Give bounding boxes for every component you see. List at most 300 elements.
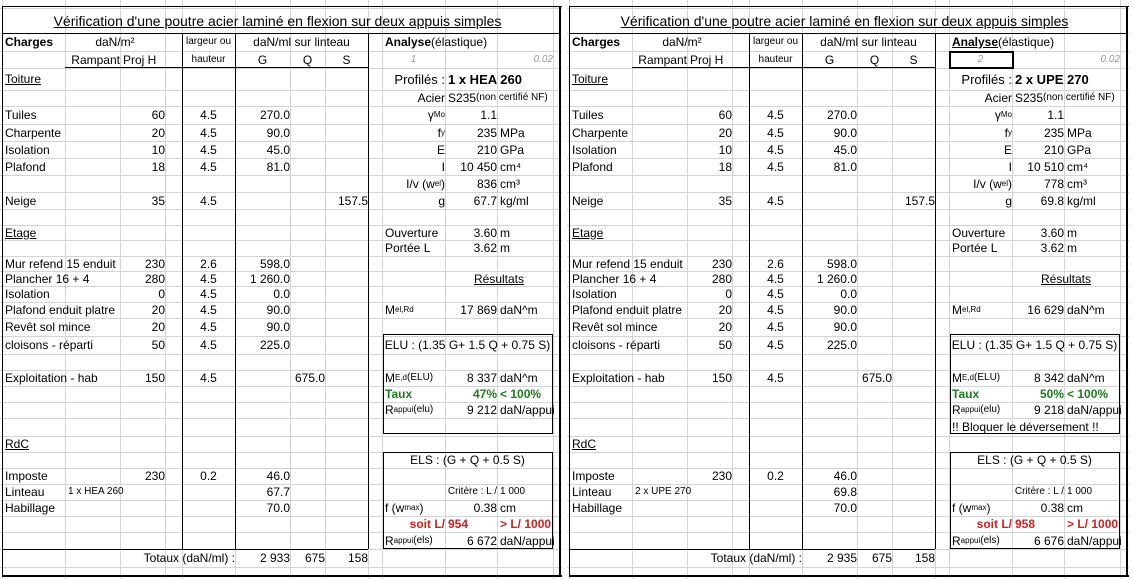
g-value[interactable] [235,500,293,516]
column-border [368,33,369,549]
analyse-suffix: (élastique) [998,35,1055,49]
total-s[interactable] [325,549,371,567]
portee-label[interactable] [949,240,1015,256]
charge-label[interactable] [2,468,68,484]
charge-label[interactable] [569,141,635,158]
g-value[interactable] [802,141,860,158]
header-q[interactable] [290,51,325,68]
Iv-value[interactable] [445,175,500,192]
q-value[interactable] [857,370,895,386]
charge-label[interactable] [569,318,658,336]
taux-unit[interactable] [497,386,556,402]
charge-label[interactable] [569,500,635,516]
acier-value[interactable] [445,90,548,106]
I-unit[interactable] [497,158,556,175]
charge-label[interactable] [2,141,68,158]
section-label[interactable] [569,436,635,452]
soit-value[interactable] [445,516,500,532]
s-value[interactable] [325,192,371,209]
proj-h-value[interactable] [120,106,168,124]
largeur-value[interactable] [749,192,802,209]
header-g[interactable] [802,51,857,68]
proj-h-value[interactable] [120,370,168,386]
charge-label[interactable] [569,336,661,354]
largeur-value[interactable] [749,124,802,141]
largeur-value[interactable] [749,468,802,484]
charge-label[interactable] [2,256,116,271]
f-label[interactable] [382,500,448,516]
totals-label[interactable] [65,549,238,567]
largeur-value[interactable] [749,256,802,271]
f-unit-text: cm [500,501,516,515]
elu-title[interactable] [382,336,553,354]
proj-h-value[interactable] [687,158,735,175]
portee-value[interactable] [445,240,500,256]
largeur-value[interactable] [749,106,802,124]
linteau-profile[interactable] [632,484,690,500]
gamma-label[interactable] [949,106,1015,124]
proj-h-value[interactable] [687,468,735,484]
acier-note: (non certifié NF) [476,92,548,103]
I-value[interactable] [445,158,500,175]
largeur-value[interactable] [182,318,235,336]
g-value[interactable] [235,286,293,302]
charge-label[interactable] [569,302,683,318]
header-hauteur[interactable] [749,51,802,68]
header-dan-ml[interactable] [235,33,368,51]
proj-h-value[interactable] [687,124,735,141]
med-value[interactable] [445,370,500,386]
label: Taux [385,387,413,401]
mel-unit[interactable] [497,302,556,318]
g-value[interactable] [235,256,293,271]
largeur-value[interactable] [182,256,235,271]
E-unit[interactable] [497,141,556,158]
charge-label[interactable] [569,484,635,500]
E-value[interactable] [445,141,500,158]
g-value[interactable] [802,484,860,500]
largeur-value[interactable] [182,271,235,286]
soit-value[interactable] [1012,516,1067,532]
gamma-value[interactable] [1012,106,1067,124]
g-value[interactable] [1012,192,1067,209]
sheet-title-text: Vérification d'une poutre acier laminé en flexion sur deux appuis simples [53,12,502,29]
fy-unit[interactable] [497,124,556,141]
coef-cell[interactable] [1064,51,1123,68]
charge-label[interactable] [2,286,68,302]
r_elu-unit[interactable] [1064,402,1123,418]
ouverture-unit[interactable] [1064,225,1123,240]
section-label[interactable] [569,225,635,240]
proj-h-value[interactable] [120,336,168,354]
header-charges[interactable] [2,33,68,51]
g-label[interactable] [382,192,448,209]
header-hauteur[interactable] [182,51,235,68]
charge-label[interactable] [2,192,68,209]
charge-label[interactable] [569,468,635,484]
g-value[interactable] [802,158,860,175]
charge-label[interactable] [569,271,657,286]
sheet-title[interactable] [569,8,1120,33]
f-unit[interactable] [497,500,556,516]
g-value[interactable] [235,468,293,484]
r_elu-unit[interactable] [497,402,556,418]
Iv-label[interactable] [382,175,448,192]
header-g[interactable] [235,51,290,68]
r_els-unit[interactable] [497,532,556,549]
largeur-value[interactable] [182,302,235,318]
g-value[interactable] [802,500,860,516]
g-value[interactable] [235,106,293,124]
Iv-unit[interactable] [497,175,556,192]
E-label[interactable] [382,141,448,158]
portee-unit[interactable] [1064,240,1123,256]
largeur-value[interactable] [182,158,235,175]
proj-h-value[interactable] [120,318,168,336]
g-value[interactable] [235,124,293,141]
g-value[interactable] [235,336,293,354]
g-value[interactable] [235,271,293,286]
I-unit-text: cm⁴ [1067,159,1089,174]
g-value[interactable] [802,336,860,354]
largeur-value[interactable] [182,192,235,209]
section-label[interactable] [2,225,68,240]
linteau-profile[interactable] [65,484,123,500]
critere-value[interactable] [497,484,556,500]
charge-label-text: Charpente [572,125,629,140]
largeur-value[interactable] [182,336,235,354]
charge-label[interactable] [2,271,90,286]
proj-h-value[interactable] [687,302,735,318]
gamma-value[interactable] [445,106,500,124]
charge-label[interactable] [569,256,683,271]
g-unit[interactable] [1064,192,1123,209]
g-value[interactable] [802,271,860,286]
header-dan-ml[interactable] [802,33,935,51]
sheet-title[interactable] [2,8,553,33]
med-unit[interactable] [497,370,556,386]
r_elu-label[interactable] [949,402,1015,418]
proj-h-value[interactable] [687,192,735,209]
largeur-value-text: 4.5 [767,303,784,317]
g-unit[interactable] [497,192,556,209]
largeur-value[interactable] [182,141,235,158]
f-unit[interactable] [1064,500,1123,516]
header-proj-h[interactable] [687,51,735,68]
acier-label[interactable] [949,90,1015,106]
selected-cell[interactable] [949,51,1014,69]
charge-label[interactable] [569,124,635,141]
mel-value[interactable] [1012,302,1067,318]
I-label[interactable] [382,158,448,175]
largeur-value[interactable] [749,141,802,158]
section-label-text: RdC [572,437,597,451]
g-value[interactable] [802,106,860,124]
Iv-label[interactable] [949,175,1015,192]
g-value[interactable] [802,318,860,336]
f-value[interactable] [1012,500,1067,516]
g-value[interactable] [235,302,293,318]
taux-unit[interactable] [1064,386,1123,402]
proj-h-value[interactable] [687,141,735,158]
totals-label[interactable] [632,549,805,567]
proj-h-value[interactable] [687,336,735,354]
largeur-value[interactable] [182,124,235,141]
profiles-value-text: 2 x UPE 270 [1015,71,1089,87]
soit-label[interactable] [382,516,448,532]
r_elu-value[interactable] [1012,402,1067,418]
largeur-value[interactable] [182,106,235,124]
largeur-value[interactable] [749,336,802,354]
charge-label[interactable] [569,158,635,175]
portee-value[interactable] [1012,240,1067,256]
fy-unit[interactable] [1064,124,1123,141]
coef-cell[interactable] [497,51,556,68]
f-label[interactable] [949,500,1015,516]
charge-label[interactable] [2,500,68,516]
largeur-value[interactable] [182,370,235,386]
largeur-value[interactable] [749,286,802,302]
largeur-value[interactable] [749,370,802,386]
med-unit-text: daN^m [1067,371,1105,385]
med-label[interactable] [382,370,448,386]
soit-unit[interactable] [1064,516,1123,532]
els-title[interactable] [382,452,553,468]
soit-label[interactable] [949,516,1015,532]
charge-label[interactable] [569,286,635,302]
med-label[interactable] [949,370,1015,386]
header-g-text: G [257,52,268,67]
elu-title[interactable] [949,336,1120,354]
g-value[interactable] [802,302,860,318]
I-value[interactable] [1012,158,1067,175]
proj-h-value[interactable] [120,286,168,302]
ouverture-label[interactable] [949,225,1015,240]
g-value[interactable] [802,124,860,141]
r_els-unit[interactable] [1064,532,1123,549]
header-analyse[interactable] [382,33,556,51]
profiles-label[interactable] [949,68,1015,90]
largeur-value[interactable] [749,271,802,286]
header-rampant[interactable] [65,51,123,68]
Iv-unit[interactable] [1064,175,1123,192]
taux-value[interactable] [1012,386,1067,402]
proj-h-value[interactable] [687,271,735,286]
largeur-value[interactable] [749,318,802,336]
resultats-heading[interactable] [1012,271,1120,286]
g-value[interactable] [235,318,293,336]
subscript: Mo [1000,110,1012,119]
portee-value-text: 3.62 [473,241,497,255]
largeur-value[interactable] [749,158,802,175]
ouverture-unit[interactable] [497,225,556,240]
proj-h-value[interactable] [120,158,168,175]
r_elu-value[interactable] [445,402,500,418]
g-value-text: 90.0 [266,303,290,317]
total-q[interactable] [857,549,895,567]
proj-h-value[interactable] [687,318,735,336]
profile-count-cell-text: 2 [977,53,984,65]
label: E [436,142,445,157]
section-label[interactable] [2,68,68,90]
E-unit[interactable] [1064,141,1123,158]
charge-label[interactable] [2,318,91,336]
proj-h-value[interactable] [687,106,735,124]
E-label[interactable] [949,141,1015,158]
totals-label-text: Totaux (daN/ml) : [710,551,802,565]
proj-h-value[interactable] [120,256,168,271]
taux-label[interactable] [949,386,1015,402]
fy-value[interactable] [445,124,500,141]
I-unit[interactable] [1064,158,1123,175]
charge-label[interactable] [569,106,635,124]
total-s[interactable] [892,549,938,567]
header-dan-m2[interactable] [65,33,165,51]
total-g[interactable] [802,549,860,567]
s-value[interactable] [892,192,938,209]
fy-value[interactable] [1012,124,1067,141]
critere-label-text: Critère : L / [1014,486,1064,497]
mel-label[interactable] [949,302,1015,318]
header-q[interactable] [857,51,892,68]
header-dan-m2[interactable] [632,33,732,51]
taux-label[interactable] [382,386,448,402]
proj-h-value[interactable] [687,286,735,302]
portee-unit[interactable] [497,240,556,256]
profiles-value[interactable] [1012,68,1089,90]
r_els-value[interactable] [445,532,500,549]
f-value[interactable] [445,500,500,516]
mel-value[interactable] [445,302,500,318]
proj-h-value[interactable] [120,124,168,141]
subscript: appui [960,405,981,414]
label: I [1008,159,1012,174]
section-label[interactable] [569,68,635,90]
proj-h-value[interactable] [120,271,168,286]
q-value[interactable] [290,370,328,386]
proj-h-value[interactable] [687,370,735,386]
fy-label[interactable] [949,124,1015,141]
header-proj-h[interactable] [120,51,168,68]
els-title[interactable] [949,452,1120,468]
largeur-value[interactable] [182,286,235,302]
critere-label[interactable] [1012,484,1067,500]
proj-h-value[interactable] [120,302,168,318]
med-value[interactable] [1012,370,1067,386]
charge-label[interactable] [2,124,68,141]
acier-label-text: Acier [984,91,1012,105]
mel-label[interactable] [382,302,448,318]
charge-label[interactable] [2,336,94,354]
f-value-text: 0.38 [1040,501,1064,515]
r_elu-label[interactable] [382,402,448,418]
g-value[interactable] [802,468,860,484]
charge-label[interactable] [2,302,116,318]
taux-unit-text: < 100% [1067,387,1109,401]
resultats-heading[interactable] [445,271,553,286]
proj-h-value[interactable] [687,256,735,271]
resultats-heading-text: Résultats [1040,271,1092,286]
total-q-text: 675 [304,551,325,565]
portee-unit-text: m [500,241,510,255]
proj-h-value-text: 18 [718,159,732,174]
ouverture-value-text: 3.60 [473,225,497,240]
ouverture-label[interactable] [382,225,448,240]
charge-label[interactable] [2,106,68,124]
g-value[interactable] [235,484,293,500]
profiles-value[interactable] [445,68,522,90]
r_els-label[interactable] [949,532,1015,549]
header-charges[interactable] [569,33,635,51]
med-unit[interactable] [1064,370,1123,386]
critere-label[interactable] [445,484,500,500]
header-s[interactable] [892,51,935,68]
mel-unit[interactable] [1064,302,1123,318]
fy-label[interactable] [382,124,448,141]
label: Ouverture [385,225,439,240]
g-value[interactable] [235,141,293,158]
soit-unit[interactable] [497,516,556,532]
largeur-value[interactable] [749,302,802,318]
charge-label[interactable] [569,192,635,209]
charge-label[interactable] [569,370,665,386]
g-value[interactable] [802,256,860,271]
g-value[interactable] [235,158,293,175]
largeur-value-text: 4.5 [200,142,217,157]
charge-label[interactable] [2,158,68,175]
gamma-label[interactable] [382,106,448,124]
ouverture-value[interactable] [445,225,500,240]
q-value-text: 675.0 [861,371,892,385]
I-label[interactable] [949,158,1015,175]
header-rampant[interactable] [632,51,690,68]
warning-message[interactable] [949,418,1123,436]
proj-h-value-text: 20 [718,320,732,334]
ouverture-value[interactable] [1012,225,1067,240]
proj-h-value[interactable] [120,468,168,484]
header-s[interactable] [325,51,368,68]
med-unit-text: daN^m [500,371,538,385]
proj-h-value[interactable] [120,192,168,209]
r_els-value[interactable] [1012,532,1067,549]
E-value[interactable] [1012,141,1067,158]
charge-label[interactable] [2,484,68,500]
charge-label[interactable] [2,370,98,386]
portee-label[interactable] [382,240,448,256]
proj-h-value[interactable] [120,141,168,158]
r_elu-unit-text: daN/appui [500,403,555,417]
total-q[interactable] [290,549,328,567]
header-analyse[interactable] [949,33,1123,51]
section-label[interactable] [2,436,68,452]
acier-label[interactable] [382,90,448,106]
g-value[interactable] [445,192,500,209]
critere-value[interactable] [1064,484,1123,500]
g-label[interactable] [949,192,1015,209]
header-largeur[interactable] [749,33,802,51]
g-value[interactable] [802,286,860,302]
acier-value[interactable] [1012,90,1115,106]
total-g[interactable] [235,549,293,567]
header-largeur[interactable] [182,33,235,51]
taux-value[interactable] [445,386,500,402]
label: Taux [952,387,980,401]
Iv-value[interactable] [1012,175,1067,192]
profiles-label[interactable] [382,68,448,90]
r_els-label[interactable] [382,532,448,549]
profile-count-cell[interactable] [382,51,445,68]
largeur-value[interactable] [182,468,235,484]
